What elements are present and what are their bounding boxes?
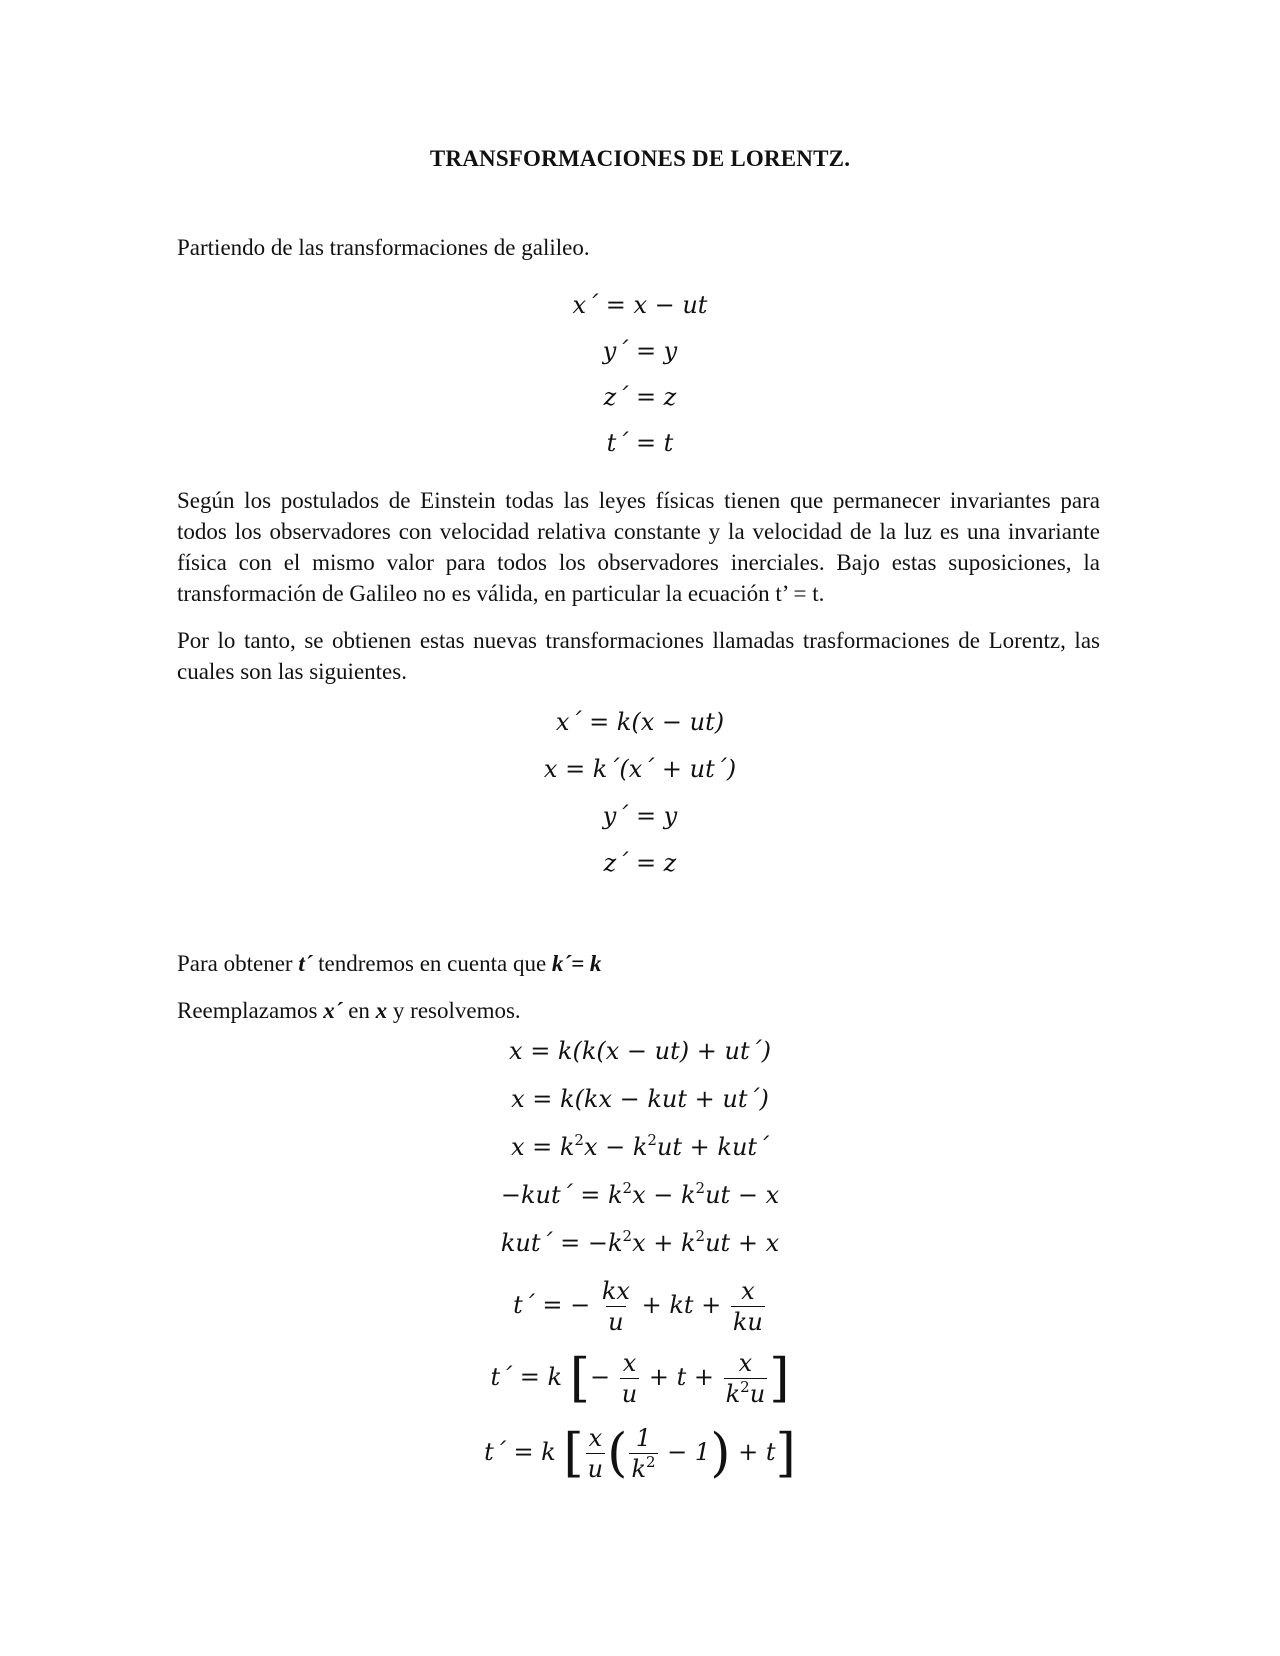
galileo-eq-4: t´ = t <box>606 429 674 457</box>
derivation-step-5: kut´ = $-k^2x + k^2ut + x$ <box>500 1227 780 1257</box>
galileo-eq-3: z´ = z <box>603 383 677 411</box>
fraction: $\frac{kx}{u}$ <box>601 1277 630 1336</box>
replace-text-post: y resolvemos. <box>387 998 521 1023</box>
lorentz-eq-4: z´ = z <box>603 849 677 877</box>
replace-text-pre: Reemplazamos <box>177 998 324 1023</box>
condition-text-pre: Para obtener <box>177 951 299 976</box>
fraction: $\frac{x}{k^2u}$ <box>725 1349 766 1408</box>
einstein-paragraph: Según los postulados de Einstein todas las leyes físicas tienen que permanecer invariantes para todos los observadores con velocidad relativa constante y la velocidad de la luz es una invariante física con el mismo valor para todos los observadores inerciales. Bajo estas suposiciones, la transformación de Galileo no es válida, en particular la ecuación t’ = t. <box>177 488 1100 606</box>
fraction: $\frac{x}{u}$ <box>587 1424 604 1483</box>
derivation-step-6: t´ = − $\frac{kx}{u}$ + kt + $\frac{x}{ku}$ <box>513 1277 763 1336</box>
replace-var2: x <box>375 998 388 1023</box>
lorentz-intro-paragraph: Por lo tanto, se obtienen estas nuevas transformaciones llamadas trasformaciones de Lorentz, las cuales son las siguientes. <box>177 628 1100 684</box>
fraction: $\frac{x}{ku}$ <box>732 1277 763 1336</box>
fraction: $\frac{x}{u}$ <box>621 1349 638 1408</box>
replace-text-mid: en <box>342 998 376 1023</box>
replace-var1: x´ <box>323 998 343 1023</box>
replace-paragraph <box>177 995 1100 1026</box>
page-title: TRANSFORMACIONES DE LORENTZ. <box>429 146 851 171</box>
lorentz-eq-1: x´ = k(x − ut) <box>555 708 725 736</box>
derivation-step-7: t´ = k [− $\frac{x}{u}$ + t + $\frac{x}{k^2u}$ ] <box>490 1348 790 1409</box>
galileo-eq-2: y´ = y <box>602 337 678 365</box>
derivation-step-1: x = k(k(x − ut) + ut´) <box>509 1037 771 1065</box>
galileo-eq-1: x´ = x − ut <box>572 291 708 319</box>
condition-var: t´ <box>298 951 313 976</box>
condition-equation: k´= k <box>551 951 602 976</box>
lorentz-eq-2: x = k´(x´ + ut´) <box>543 755 737 783</box>
derivation-step-3: $x = k^2x - k^2ut$ + kut´ <box>510 1131 770 1161</box>
derivation-step-4: −kut´ = $k^2x - k^2ut - x$ <box>500 1179 780 1209</box>
derivation-step-2: x = k(kx − kut + ut´) <box>511 1085 769 1113</box>
intro-paragraph: Partiendo de las transformaciones de galileo. <box>177 235 590 260</box>
condition-text-mid: tendremos en cuenta que <box>312 951 552 976</box>
derivation-step-8: t´ = k [ $\frac{x}{u}$ ( $\frac{1}{k^2}$ − 1) + t] <box>484 1423 796 1484</box>
lorentz-eq-3: y´ = y <box>602 802 678 830</box>
condition-paragraph <box>177 948 1100 979</box>
fraction: $\frac{1}{k^2}$ <box>631 1424 656 1483</box>
